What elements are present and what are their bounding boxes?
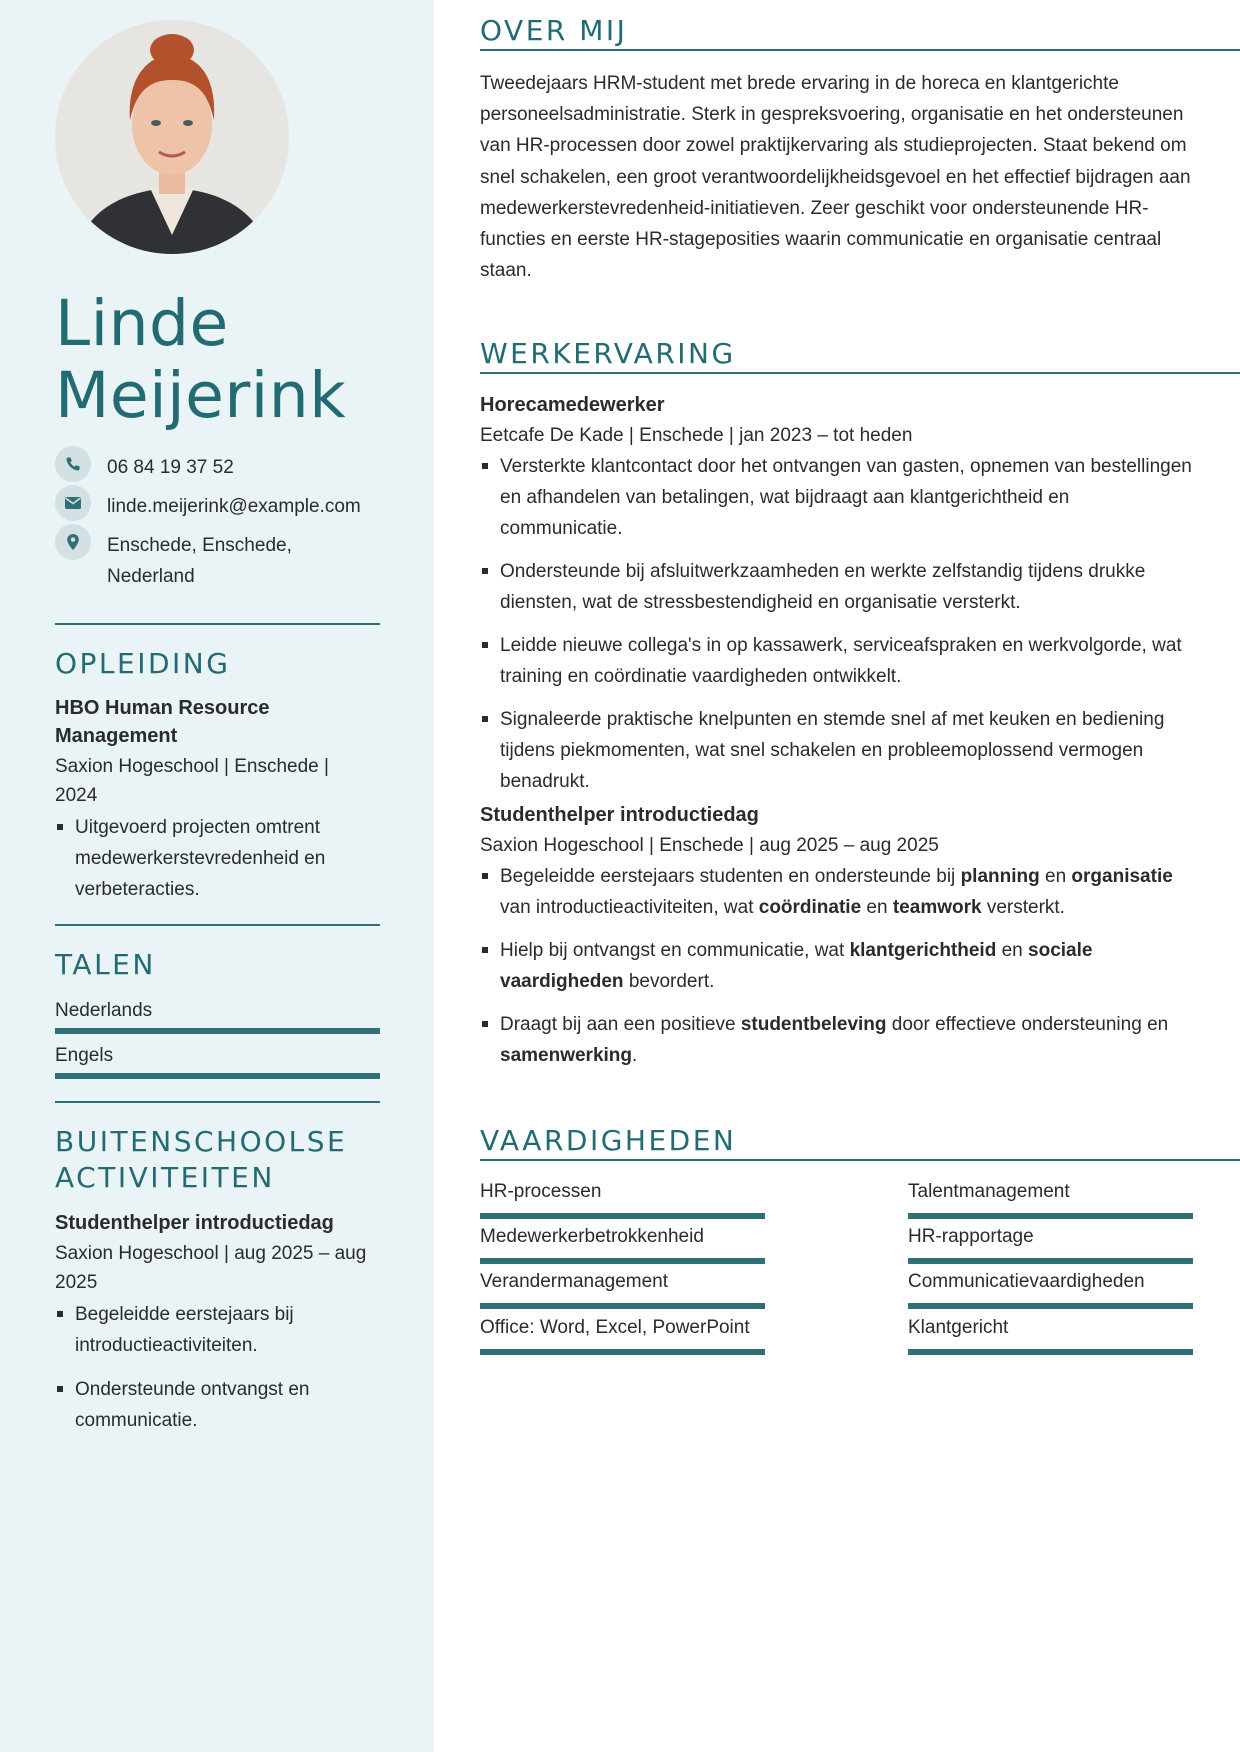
- location: [107, 530, 292, 592]
- skill-item: Medewerkerbetrokkenheid: [480, 1224, 765, 1264]
- degree: HBO Human Resource Management: [55, 697, 270, 747]
- education-entry: [55, 694, 385, 905]
- divider: [55, 623, 380, 625]
- extracurricular-role: Studenthelper introductiedag: [55, 1212, 334, 1234]
- envelope-icon: [55, 485, 91, 521]
- job-entry: [480, 800, 1195, 1071]
- skill-item: Communicatievaardigheden: [908, 1269, 1193, 1309]
- location-line-2: Nederland: [107, 566, 195, 587]
- job-bullet: Ondersteunde bij afsluitwerkzaamheden en werkte zelfstandig tijdens drukke diensten, wat de stressbestendigheid en organisatie versterkt.: [480, 556, 1195, 618]
- skill-level-bar: [908, 1349, 1193, 1355]
- job-meta: Eetcafe De Kade | Enschede | jan 2023 – tot heden: [480, 425, 913, 446]
- education-bullet: Uitgevoerd projecten omtrent medewerkerstevredenheid en verbeteracties.: [55, 812, 385, 905]
- extracurricular-bullet: Begeleidde eerstejaars bij introductieactiviteiten.: [55, 1299, 385, 1361]
- job-bullet: Signaleerde praktische knelpunten en stemde snel af met keuken en bediening tijdens piekmomenten, wat snel schakelen en probleemoplossend vermogen benadrukt.: [480, 704, 1195, 797]
- skill-level-bar: [480, 1349, 765, 1355]
- phone-icon: [55, 446, 91, 482]
- language-label: Nederlands: [55, 1000, 153, 1021]
- language-level-bar: [55, 1028, 380, 1034]
- languages-heading: TALEN: [55, 948, 156, 981]
- contact-email: [55, 491, 361, 522]
- skills-heading: VAARDIGHEDEN: [480, 1124, 737, 1157]
- candidate-name: [55, 288, 346, 432]
- job-bullet: Draagt bij aan een positieve studentbeleving door effectieve ondersteuning en samenwerking.: [480, 1009, 1195, 1071]
- skill-item: Klantgericht: [908, 1315, 1193, 1355]
- skill-level-bar: [908, 1213, 1193, 1219]
- education-heading: OPLEIDING: [55, 647, 231, 680]
- contact-phone: [55, 452, 234, 483]
- job-meta: Saxion Hogeschool | Enschede | aug 2025 – aug 2025: [480, 835, 939, 856]
- skill-level-bar: [480, 1258, 765, 1264]
- profile-photo: [55, 20, 289, 254]
- language-level-bar: [55, 1073, 380, 1079]
- divider: [55, 924, 380, 926]
- skill-level-bar: [908, 1258, 1193, 1264]
- job-bullet: Leidde nieuwe collega's in op kassawerk, serviceafspraken en werkvolgorde, wat training en coördinatie vaardigheden ontwikkelt.: [480, 630, 1195, 692]
- skill-level-bar: [480, 1303, 765, 1309]
- skill-item: HR-rapportage: [908, 1224, 1193, 1264]
- phone-number[interactable]: 06 84 19 37 52: [107, 457, 234, 478]
- skill-level-bar: [908, 1303, 1193, 1309]
- extracurricular-bullet: Ondersteunde ontvangst en communicatie.: [55, 1374, 385, 1436]
- last-name: Meijerink: [55, 359, 347, 432]
- skill-item: HR-processen: [480, 1179, 765, 1219]
- location-line-1: Enschede, Enschede,: [107, 535, 292, 556]
- extracurricular-meta: Saxion Hogeschool | aug 2025 – aug 2025: [55, 1243, 367, 1293]
- skill-level-bar: [480, 1213, 765, 1219]
- job-title: Horecamedewerker: [480, 394, 665, 416]
- about-heading: OVER MIJ: [480, 14, 628, 47]
- job-title: Studenthelper introductiedag: [480, 804, 759, 826]
- extracurricular-entry: [55, 1209, 385, 1436]
- divider: [55, 1101, 380, 1103]
- language-label: Engels: [55, 1045, 114, 1066]
- skill-item: Talentmanagement: [908, 1179, 1193, 1219]
- divider: [480, 1159, 1240, 1161]
- map-pin-icon: [55, 524, 91, 560]
- about-text: Tweedejaars HRM-student met brede ervaring in de horeca en klantgerichte personeelsadministratie. Sterk in gespreksvoering, organisatie en het ondersteunen van HR-processen door zowel praktijkervaring als studieprojecten. Staat bekend om snel schakelen, een groot verantwoordelijkheidsgevoel en het effectief bijdragen aan medewerkerstevredenheid-initiatieven. Zeer geschikt voor ondersteunende HR-functies en eerste HR-stageposities waarin communicatie en organisatie centraal staan.: [480, 73, 1191, 282]
- job-bullet: Hielp bij ontvangst en communicatie, wat klantgerichtheid en sociale vaardigheden bevordert.: [480, 935, 1195, 997]
- portrait-image: [55, 20, 289, 254]
- skill-item: Office: Word, Excel, PowerPoint: [480, 1315, 765, 1355]
- job-entry: [480, 390, 1195, 797]
- skill-item: Verandermanagement: [480, 1269, 765, 1309]
- extracurricular-heading: BUITENSCHOOLSE ACTIVITEITEN: [55, 1125, 348, 1194]
- divider: [480, 372, 1240, 374]
- email-address[interactable]: linde.meijerink@example.com: [107, 496, 361, 517]
- divider: [480, 49, 1240, 51]
- job-bullet: Begeleidde eerstejaars studenten en ondersteunde bij planning en organisatie van introductieactiviteiten, wat coördinatie en teamwork versterkt.: [480, 861, 1195, 923]
- experience-heading: WERKERVARING: [480, 337, 736, 370]
- education-meta: Saxion Hogeschool | Enschede | 2024: [55, 756, 329, 806]
- contact-location: [55, 530, 292, 592]
- job-bullet: Versterkte klantcontact door het ontvangen van gasten, opnemen van bestellingen en afhandelen van betalingen, wat bijdraagt aan klantgerichtheid en communicatie.: [480, 451, 1195, 544]
- first-name: Linde: [55, 287, 229, 360]
